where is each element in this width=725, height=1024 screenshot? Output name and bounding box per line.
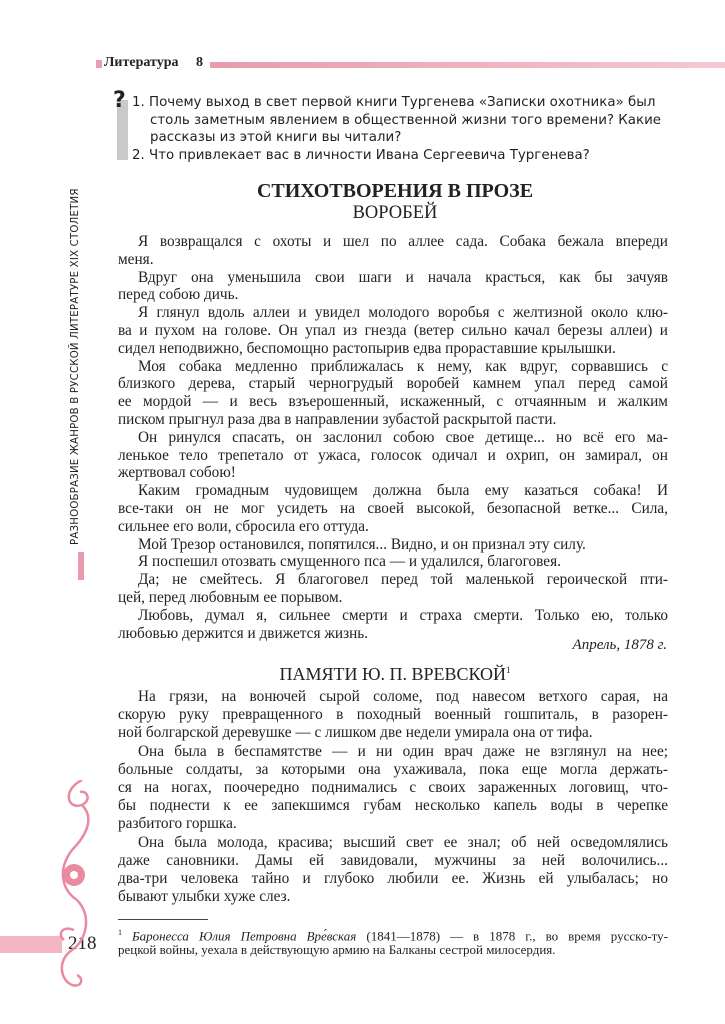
poem2-text — [118, 688, 668, 906]
poem1-title: ВОРОБЕЙ — [352, 203, 438, 223]
text-line: Она была молода, красива; высший свет ее знал; об ней осведомлялись — [138, 833, 668, 851]
question-item: 2. Что привлекает вас в личности Ивана Сергеевича Тургенева? — [132, 147, 590, 163]
footnote — [118, 925, 668, 958]
text-line: ва и пухом на голове. Он упал из гнезда (ветер сильно качал березы аллеи) и — [118, 321, 668, 339]
header-subject: Литература — [104, 55, 179, 70]
footnote-name: Баронесса Юлия Петровна Вре́вская — [132, 928, 357, 944]
poem1-date: Апрель, 1878 г. — [572, 637, 667, 653]
page-number: 218 — [68, 933, 97, 954]
text-line: два-три человека тайно и глубоко любили ее. Жизнь ей улыбалась; но — [118, 869, 668, 887]
footnote-text-1: (1841—1878) — в 1878 г., во время русско-ту- — [356, 928, 668, 944]
header-grade: 8 — [196, 55, 203, 70]
footnote-divider — [118, 919, 208, 920]
text-line: цей, перед любовным ее порывом. — [118, 588, 343, 606]
poem2-title — [0, 664, 725, 685]
text-line: Мой Трезор остановился, попятился... Видно, и он признал эту силу. — [138, 535, 586, 553]
text-line: Да; не смейтесь. Я благоговел перед той маленькой героической пти- — [138, 571, 668, 589]
text-line: Моя собака медленно приближалась к нему, как вдруг, сорвавшись с — [138, 357, 668, 375]
footnote-ref: 1 — [506, 665, 511, 675]
text-line: сидел неподвижно, беспомощно растопырив едва прораставшие крылышки. — [118, 339, 616, 357]
text-line: скорую руку превращенного в походный военный гошпиталь, в разорен- — [118, 706, 668, 724]
text-line: все-таки он не мог усидеть на своей высокой, безопасной ветке... Сила, — [118, 499, 668, 517]
text-line: бывают улыбки хуже слез. — [118, 888, 291, 906]
text-line: разбитого горшка. — [118, 815, 237, 833]
text-line: бы поднести к ее запекшимся губам несколько капель воды в черепке — [118, 797, 668, 815]
text-line: Вдруг она уменьшила свои шаги и начала красться, как бы зачуяв — [138, 268, 668, 286]
text-line: жертвовал собою! — [118, 464, 236, 482]
side-accent-bar — [78, 552, 84, 580]
section-title: СТИХОТВОРЕНИЯ В ПРОЗЕ — [256, 180, 534, 202]
text-line: близкого дерева, старый черногрудый воробей камнем упал перед самой — [118, 375, 668, 393]
text-line: Любовь, думал я, сильнее смерти и страха смерти. Только ею, только — [138, 606, 668, 624]
text-line: перед собою дичь. — [118, 286, 239, 304]
text-line: На грязи, на вонючей сырой соломе, под навесом ветхого сарая, на — [138, 688, 668, 705]
text-line: ленькое тело трепетало от ужаса, голосок одичал и охрип, он замирал, он — [118, 446, 668, 464]
text-line: меня. — [118, 250, 154, 268]
questions-list — [132, 94, 672, 164]
question-item: 1. Почему выход в свет первой книги Тургенева «Записки охотника» был столь заметным явлением в общественной жизни того времени? Какие рассказы из этой книги вы читали? — [132, 95, 662, 145]
poem2-title-text: ПАМЯТИ Ю. П. ВРЕВСКОЙ — [279, 664, 507, 684]
header-marker — [96, 60, 102, 68]
footnote-mark: 1 — [118, 928, 122, 937]
poem1-text — [118, 233, 668, 642]
text-line: даже сановники. Дамы ей завидовали, мужчины за ней волочились... — [118, 851, 668, 869]
header-bar — [210, 62, 725, 68]
text-line: больные солдаты, за которыми она ухаживала, пока еще могла держать- — [118, 760, 668, 778]
text-line: ся на ногах, поочередно поднимались с своих зараженных логовищ, что- — [118, 778, 668, 796]
text-line: любовью держится и движется жизнь. — [118, 624, 369, 642]
text-line: Я возвращался с охоты и шел по аллее сада. Собака бежала впереди — [138, 233, 668, 250]
text-line: Я глянул вдоль аллеи и увидел молодого воробья с желтизной около клю- — [138, 304, 668, 322]
text-line: Каким громадным чудовищем должна была ему казаться собака! И — [138, 482, 668, 500]
text-line: ной болгарской деревушке — с лишком две недели умирала она от тифа. — [118, 724, 593, 742]
question-mark-icon: ? — [113, 88, 126, 113]
text-line: Она была в беспамятстве — и ни один врач даже не взглянул на нее; — [138, 742, 668, 760]
floral-ornament-icon — [52, 780, 102, 995]
side-section-title: РАЗНООБРАЗИЕ ЖАНРОВ В РУССКОЙ ЛИТЕРАТУРЕ XIX СТОЛЕТИЯ — [70, 188, 81, 545]
footnote-text-2: рецкой войны, уехала в действующую армию на Балканы сестрой милосердия. — [118, 941, 556, 957]
text-line: Я поспешил отозвать смущенного пса — и удалился, благоговея. — [138, 553, 561, 571]
text-line: Он ринулся спасать, он заслонил собою свое детище... но всё его ма- — [138, 428, 668, 446]
text-line: сильнее его воли, сбросила его оттуда. — [118, 517, 369, 535]
text-line: ее мордой — и весь взъерошенный, искаженный, с отчаянным и жалким — [118, 393, 668, 411]
text-line: писком прыгнул раза два в направлении зубастой раскрытой пасти. — [118, 410, 557, 428]
